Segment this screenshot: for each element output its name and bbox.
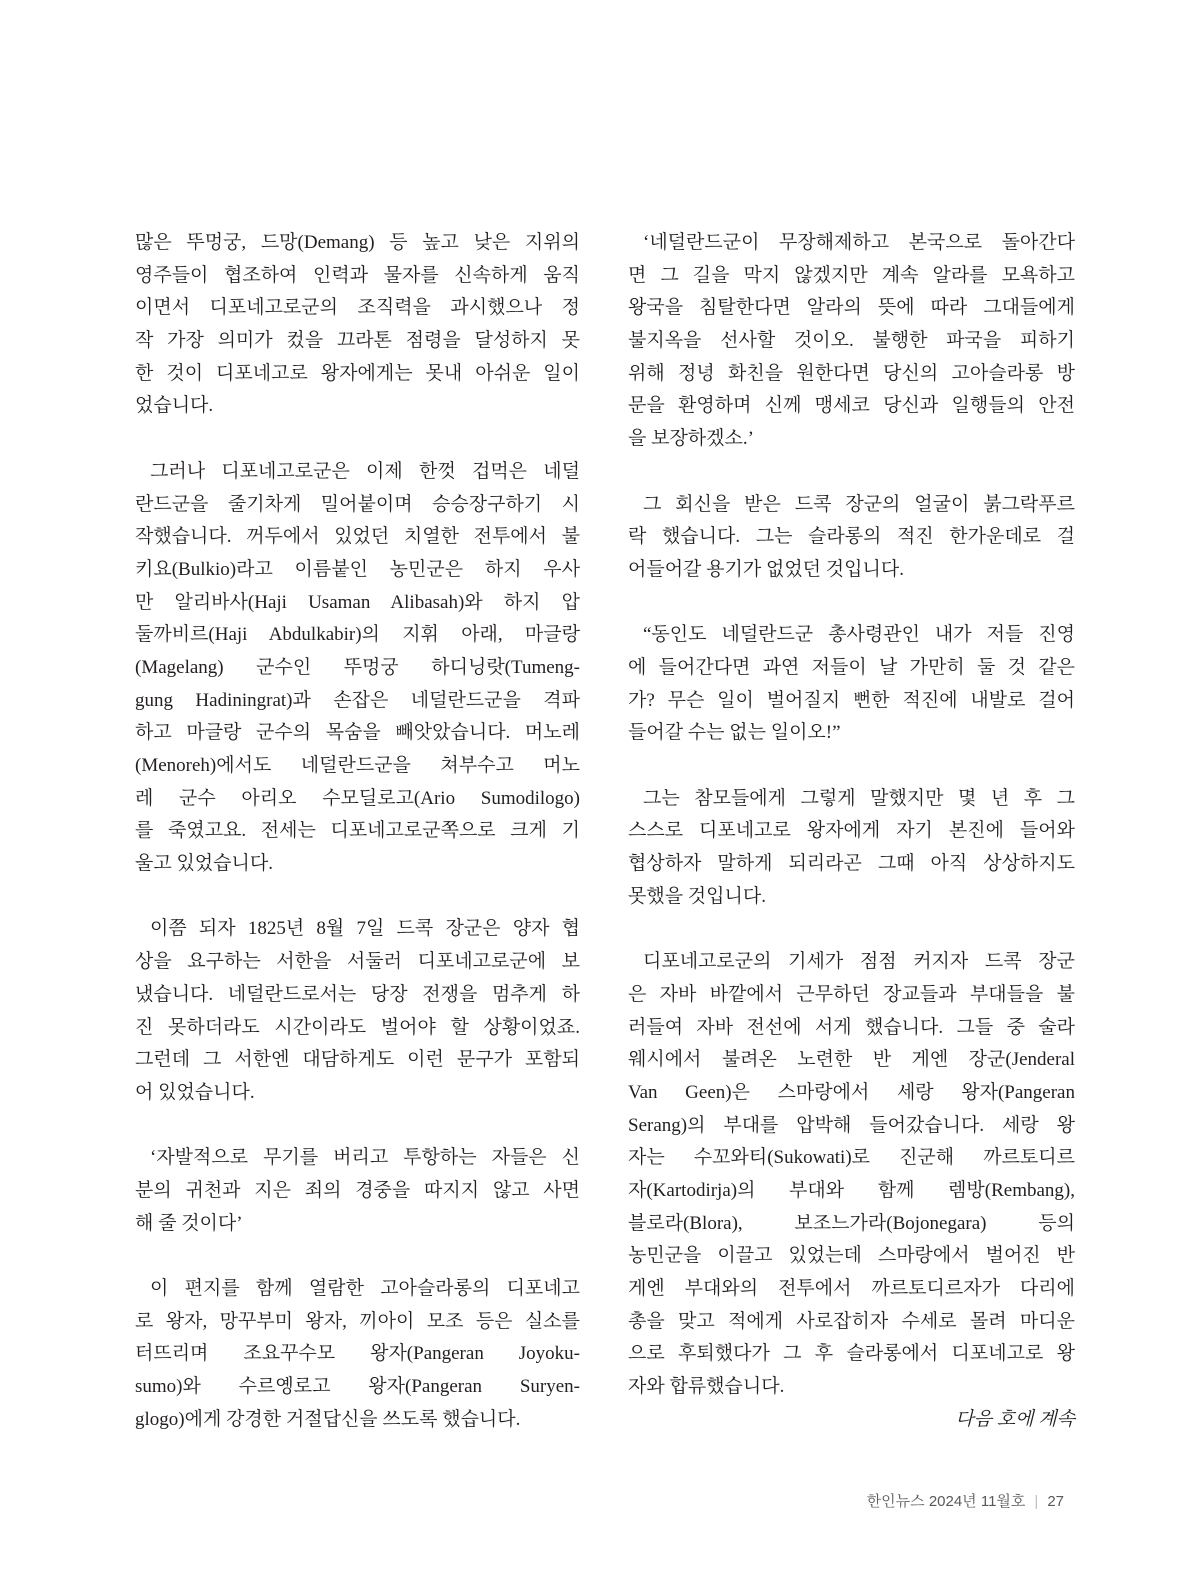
text-line: 그 회신을 받은 드콕 장군의 얼굴이 붉그락푸르: [643, 493, 1075, 515]
text-line: 울고 있었습니다.: [135, 853, 273, 875]
left-text-column: [135, 227, 580, 1436]
text-line: 자는 수꼬와티(Sukowati)로 진군해 까르토디르: [628, 1147, 1075, 1169]
right-text-column: [628, 227, 1075, 1404]
text-line: 에 들어간다면 과연 저들이 날 가만히 둘 것 같은: [628, 656, 1075, 678]
text-line: 자(Kartodirja)의 부대와 함께 렘방(Rembang),: [628, 1179, 1075, 1201]
text-line: Van Geen)은 스마랑에서 세랑 왕자(Pangeran: [628, 1081, 1075, 1103]
text-line: 작 가장 의미가 컸을 끄라톤 점령을 달성하지 못: [135, 330, 580, 352]
text-line: sumo)와 수르옝로고 왕자(Pangeran Suryen-: [135, 1376, 580, 1398]
text-line: 어 있었습니다.: [135, 1081, 255, 1103]
text-line: 을 보장하겠소.’: [628, 428, 754, 450]
text-line: 그런데 그 서한엔 대담하게도 이런 문구가 포함되: [135, 1049, 580, 1071]
text-line: 그러나 디포네고로군은 이제 한껏 겁먹은 네덜: [150, 460, 580, 482]
page-footer: [867, 1492, 1064, 1512]
text-line: 해 줄 것이다’: [135, 1212, 243, 1234]
text-line: 이쯤 되자 1825년 8월 7일 드콕 장군은 양자 협: [150, 918, 580, 940]
text-line: 락 했습니다. 그는 슬라롱의 적진 한가운데로 걸: [628, 526, 1075, 548]
text-line: 자와 합류했습니다.: [628, 1376, 785, 1398]
text-line: 한 것이 디포네고로 왕자에게는 못내 아쉬운 일이: [135, 362, 580, 384]
footer-separator: |: [1034, 1493, 1039, 1510]
text-line: 협상하자 말하게 되리라곤 그때 아직 상상하지도: [628, 853, 1075, 875]
paragraph: [628, 227, 1075, 456]
text-line: 들어갈 수는 없는 일이오!”: [628, 722, 841, 744]
text-line: 왕국을 침탈한다면 알라의 뜻에 따라 그대들에게: [628, 297, 1075, 319]
text-line: 불지옥을 선사할 것이오. 불행한 파국을 피하기: [628, 330, 1075, 352]
text-line: 레 군수 아리오 수모딜로고(Ario Sumodilogo): [135, 787, 580, 809]
text-line: (Magelang) 군수인 뚜멍궁 하디닝랏(Tumeng-: [135, 656, 580, 678]
paragraph: [135, 1142, 580, 1240]
paragraph: [628, 783, 1075, 914]
text-line: 못했을 것입니다.: [628, 885, 766, 907]
publication-issue: 한인뉴스 2024년 11월호: [866, 1493, 1026, 1510]
text-line: 진 못하더라도 시간이라도 벌어야 할 상황이었죠.: [135, 1016, 580, 1038]
text-line: 만 알리바사(Haji Usaman Alibasah)와 하지 압: [135, 591, 580, 613]
text-line: 분의 귀천과 지은 죄의 경중을 따지지 않고 사면: [135, 1179, 580, 1201]
text-line: 를 죽였고요. 전세는 디포네고로군쪽으로 크게 기: [135, 820, 580, 842]
text-line: ‘자발적으로 무기를 버리고 투항하는 자들은 신: [150, 1147, 580, 1169]
text-line: 냈습니다. 네덜란드로서는 당장 전쟁을 멈추게 하: [135, 983, 580, 1005]
text-line: (Menoreh)에서도 네덜란드군을 쳐부수고 머노: [135, 755, 580, 776]
paragraph: [135, 227, 580, 423]
text-line: 디포네고로군의 기세가 점점 커지자 드콕 장군: [643, 951, 1075, 973]
text-line: 은 자바 바깥에서 근무하던 장교들과 부대들을 불: [628, 983, 1075, 1005]
text-line: 영주들이 협조하여 인력과 물자를 신속하게 움직: [135, 264, 580, 286]
text-line: 웨시에서 불려온 노련한 반 게엔 장군(Jenderal: [628, 1049, 1075, 1071]
text-line: 이면서 디포네고로군의 조직력을 과시했으나 정: [135, 297, 580, 319]
paragraph: [628, 619, 1075, 750]
text-line: 었습니다.: [135, 395, 214, 417]
paragraph: [628, 946, 1075, 1404]
text-line: 어들어갈 용기가 없었던 것입니다.: [628, 558, 904, 580]
text-line: 하고 마글랑 군수의 목숨을 빼앗았습니다. 머노레: [135, 722, 580, 744]
text-line: 상을 요구하는 서한을 서둘러 디포네고로군에 보: [135, 951, 580, 973]
paragraph: [135, 913, 580, 1109]
text-line: 란드군을 줄기차게 밀어붙이며 승승장구하기 시: [135, 493, 580, 515]
text-line: Serang)의 부대를 압박해 들어갔습니다. 세랑 왕: [628, 1114, 1075, 1136]
text-line: 위해 정녕 화친을 원한다면 당신의 고아슬라롱 방: [628, 362, 1075, 384]
text-line: 그는 참모들에게 그렇게 말했지만 몇 년 후 그: [643, 787, 1075, 809]
text-line: 총을 맞고 적에게 사로잡히자 수세로 몰려 마디운: [628, 1310, 1075, 1332]
text-line: 블로라(Blora), 보조느가라(Bojonegara) 등의: [628, 1212, 1075, 1234]
text-line: ‘네덜란드군이 무장해제하고 본국으로 돌아간다: [643, 232, 1075, 253]
text-line: 로 왕자, 망꾸부미 왕자, 끼아이 모조 등은 실소를: [135, 1310, 580, 1332]
paragraph: [135, 1273, 580, 1436]
text-line: 게엔 부대와의 전투에서 까르토디르자가 다리에: [628, 1278, 1075, 1299]
text-line: 농민군을 이끌고 있었는데 스마랑에서 벌어진 반: [628, 1245, 1075, 1267]
text-line: 키요(Bulkio)라고 이름붙인 농민군은 하지 우사: [135, 558, 580, 580]
text-line: 스스로 디포네고로 왕자에게 자기 본진에 들어와: [628, 820, 1075, 842]
page-number: 27: [1047, 1493, 1064, 1510]
text-line: 많은 뚜멍궁, 드망(Demang) 등 높고 낮은 지위의: [135, 232, 580, 253]
text-line: 둘까비르(Haji Abdulkabir)의 지휘 아래, 마글랑: [135, 624, 580, 646]
text-line: “동인도 네덜란드군 총사령관인 내가 저들 진영: [643, 624, 1075, 646]
text-line: 작했습니다. 꺼두에서 있었던 치열한 전투에서 불: [135, 526, 580, 548]
text-line: 으로 후퇴했다가 그 후 슬라롱에서 디포네고로 왕: [628, 1343, 1075, 1365]
text-line: 터뜨리며 조요꾸수모 왕자(Pangeran Joyoku-: [135, 1343, 580, 1365]
text-line: 러들여 자바 전선에 서게 했습니다. 그들 중 술라: [628, 1016, 1075, 1038]
paragraph: [135, 456, 580, 881]
paragraph: [628, 489, 1075, 587]
text-line: 가? 무슨 일이 벌어질지 뻔한 적진에 내발로 걸어: [628, 689, 1075, 711]
text-line: gung Hadiningrat)과 손잡은 네덜란드군을 격파: [135, 689, 580, 711]
text-line: 문을 환영하며 신께 맹세코 당신과 일행들의 안전: [628, 395, 1075, 417]
text-line: glogo)에게 강경한 거절답신을 쓰도록 했습니다.: [135, 1408, 521, 1430]
text-line: 면 그 길을 막지 않겠지만 계속 알라를 모욕하고: [628, 264, 1075, 286]
text-line: 이 편지를 함께 열람한 고아슬라롱의 디포네고: [150, 1278, 580, 1299]
continued-next-issue-label: 다음 호에 계속: [955, 1409, 1075, 1430]
